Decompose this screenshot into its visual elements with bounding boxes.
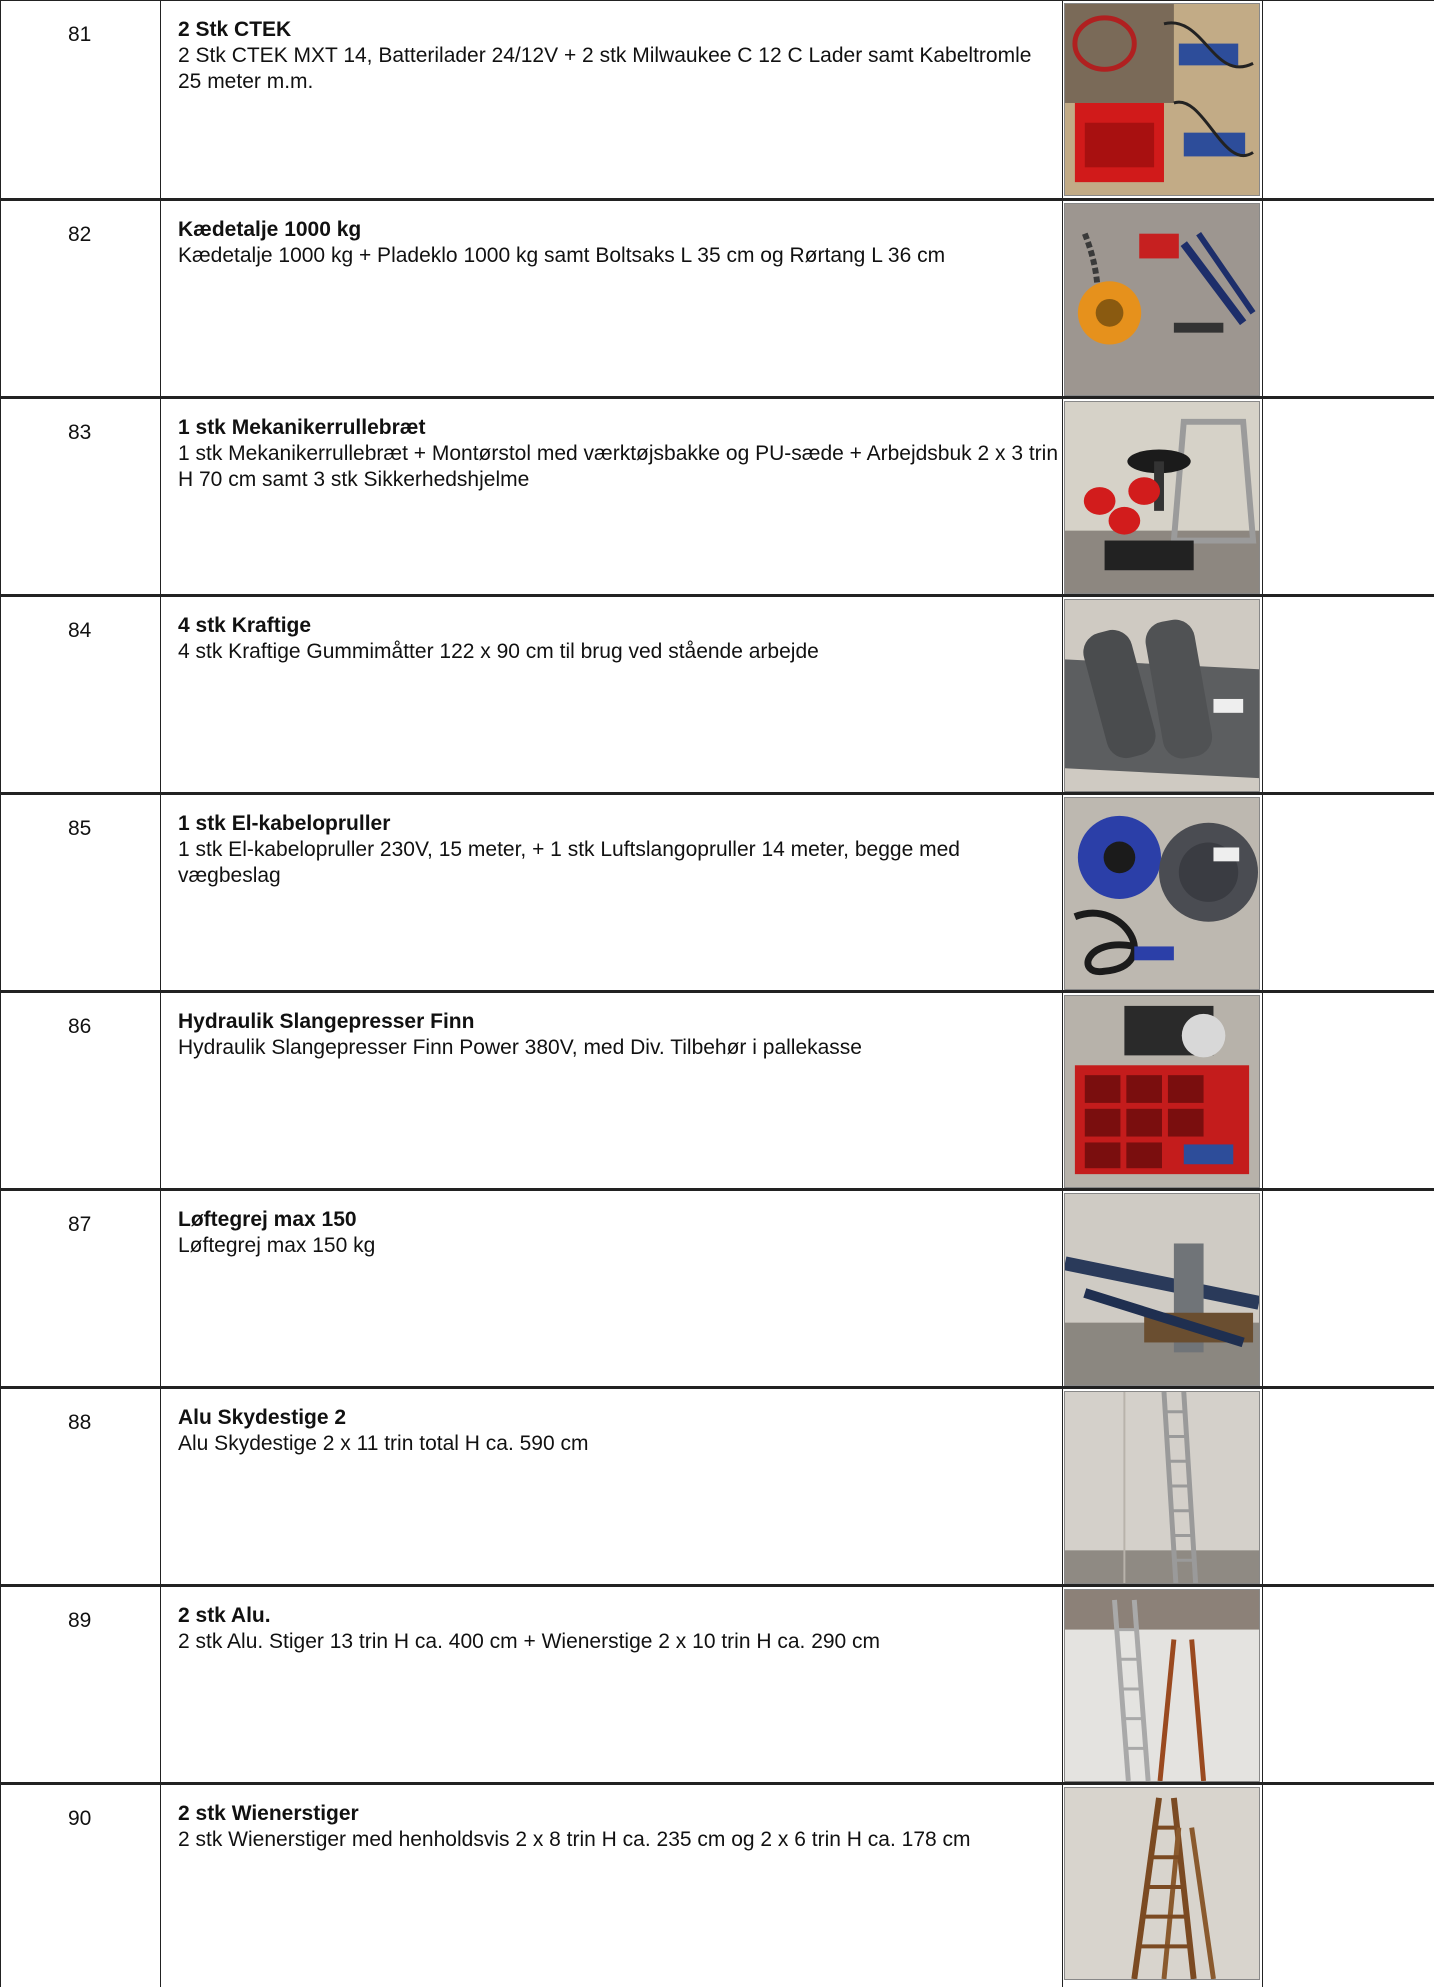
lot-number: 84 <box>68 619 92 642</box>
lot-title: 1 stk El-kabelopruller <box>178 812 391 835</box>
rubber-mats-photo[interactable] <box>1064 599 1260 792</box>
lot-description: Alu Skydestige 2 x 11 trin total H ca. 590 cm <box>178 1432 589 1455</box>
lot-text <box>178 1207 1058 1259</box>
lot-description: 2 Stk CTEK MXT 14, Batterilader 24/12V + 2 stk Milwaukee C 12 C Lader samt Kabeltromle 25 meter m.m. <box>178 44 1032 93</box>
lot-number: 85 <box>68 817 92 840</box>
lot-number: 81 <box>68 23 92 46</box>
lot-number: 86 <box>68 1015 92 1038</box>
lot-number: 83 <box>68 421 92 444</box>
hose-press-photo[interactable] <box>1064 995 1260 1188</box>
lot-text <box>178 217 1058 269</box>
ladders-photo[interactable] <box>1064 1589 1260 1782</box>
lot-title: Alu Skydestige 2 <box>178 1406 347 1429</box>
lot-number: 88 <box>68 1411 92 1434</box>
lot-number: 90 <box>68 1807 92 1830</box>
lot-row-89 <box>0 1584 1434 1782</box>
lot-text <box>178 1801 1058 1853</box>
lot-title: 1 stk Mekanikerrullebræt <box>178 416 426 439</box>
lot-description: 1 stk Mekanikerrullebræt + Montørstol med værktøjsbakke og PU-sæde + Arbejdsbuk 2 x 3 trin H 70 cm samt 3 stk Sikkerhedshjelme <box>178 442 1059 491</box>
lot-row-90 <box>0 1782 1434 1987</box>
lot-text <box>178 1603 1058 1655</box>
lot-title: Hydraulik Slangepresser Finn <box>178 1010 475 1033</box>
lot-description: 1 stk El-kabelopruller 230V, 15 meter, + 1 stk Luftslangopruller 14 meter, begge med vægbeslag <box>178 838 960 887</box>
lot-row-86 <box>0 990 1434 1188</box>
lot-number: 82 <box>68 223 92 246</box>
lot-text <box>178 613 1058 665</box>
lot-text <box>178 17 1058 95</box>
extension-ladder-photo[interactable] <box>1064 1391 1260 1584</box>
lot-title: Løftegrej max 150 <box>178 1208 357 1231</box>
lot-row-84 <box>0 594 1434 792</box>
lot-row-82 <box>0 198 1434 396</box>
lot-title: 4 stk Kraftige <box>178 614 312 637</box>
lot-description: 4 stk Kraftige Gummimåtter 122 x 90 cm til brug ved stående arbejde <box>178 640 819 663</box>
lot-text <box>178 1405 1058 1457</box>
battery-chargers-photo[interactable] <box>1064 3 1260 196</box>
lot-text <box>178 811 1058 889</box>
lot-description: Løftegrej max 150 kg <box>178 1234 376 1257</box>
lot-row-87 <box>0 1188 1434 1386</box>
lot-description: Kædetalje 1000 kg + Pladeklo 1000 kg samt Boltsaks L 35 cm og Rørtang L 36 cm <box>178 244 946 267</box>
lot-number: 89 <box>68 1609 92 1632</box>
lot-number: 87 <box>68 1213 92 1236</box>
step-ladders-photo[interactable] <box>1064 1787 1260 1980</box>
lot-row-88 <box>0 1386 1434 1584</box>
lifting-gear-photo[interactable] <box>1064 1193 1260 1386</box>
lot-title: 2 stk Alu. <box>178 1604 271 1627</box>
lot-title: 2 stk Wienerstiger <box>178 1802 359 1825</box>
lot-row-83 <box>0 396 1434 594</box>
lot-title: Kædetalje 1000 kg <box>178 218 362 241</box>
lot-description: 2 stk Wienerstiger med henholdsvis 2 x 8 trin H ca. 235 cm og 2 x 6 trin H ca. 178 cm <box>178 1828 971 1851</box>
lot-title: 2 Stk CTEK <box>178 18 292 41</box>
chain-hoist-photo[interactable] <box>1064 203 1260 396</box>
lot-description: Hydraulik Slangepresser Finn Power 380V, med Div. Tilbehør i pallekasse <box>178 1036 862 1059</box>
lot-text <box>178 1009 1058 1061</box>
lot-row-81 <box>0 0 1434 198</box>
lot-text <box>178 415 1058 493</box>
lot-row-85 <box>0 792 1434 990</box>
creeper-stool-helmets-photo[interactable] <box>1064 401 1260 594</box>
lot-description: 2 stk Alu. Stiger 13 trin H ca. 400 cm + Wienerstige 2 x 10 trin H ca. 290 cm <box>178 1630 881 1653</box>
cable-reels-photo[interactable] <box>1064 797 1260 990</box>
